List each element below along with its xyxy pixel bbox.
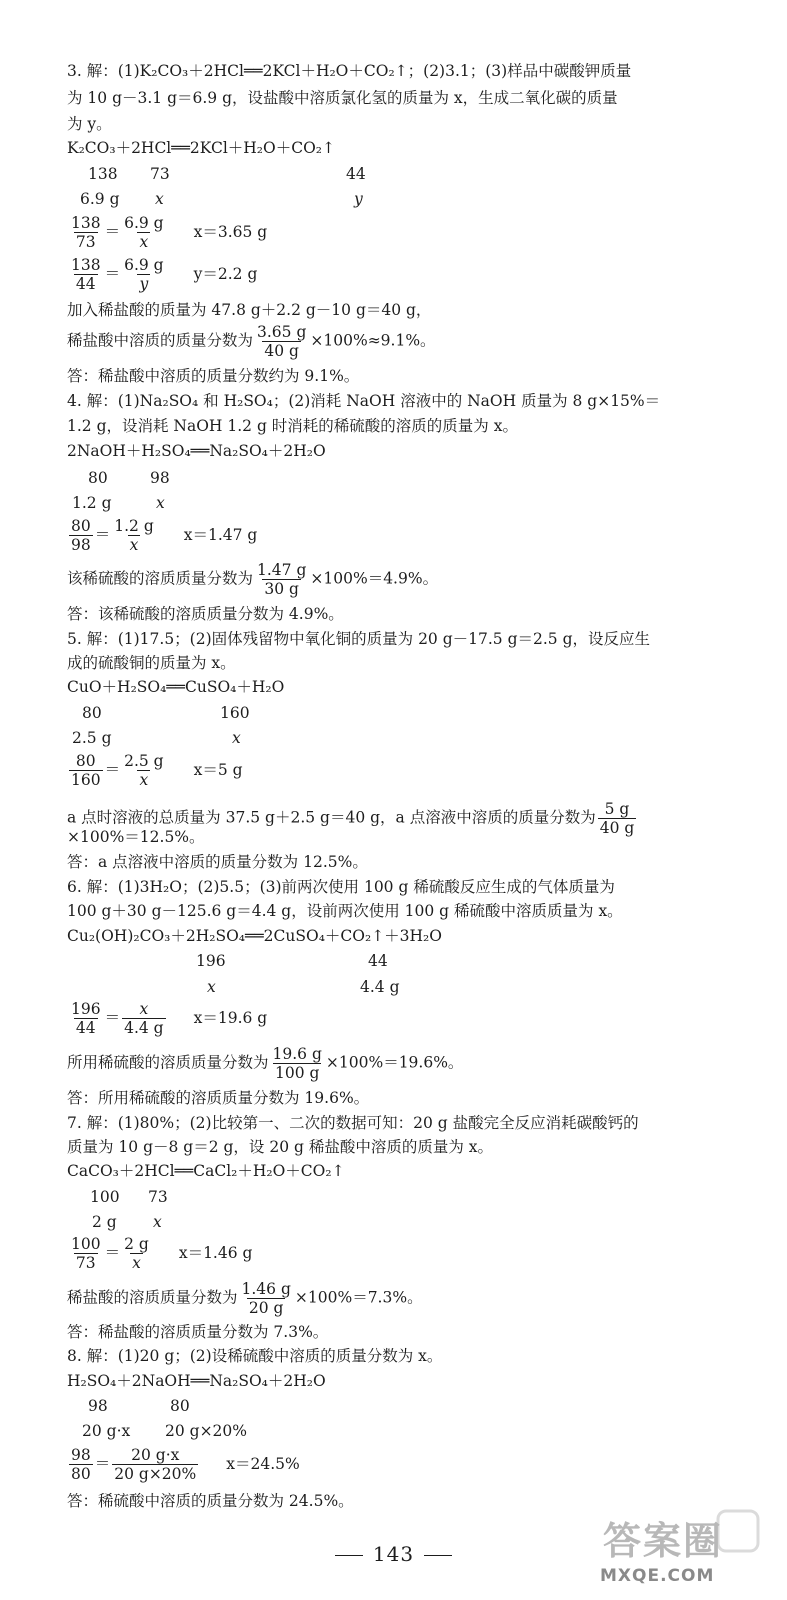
frac-den: 73 — [75, 1254, 96, 1272]
frac-den: 20 g×20% — [114, 1465, 197, 1483]
q3-line1: 3. 解：(1)K₂CO₃＋2HCl══2KCl＋H₂O＋CO₂↑；(2)3.1；(3)样品中碳酸钾质量 — [67, 62, 632, 80]
q5-line1: 5. 解：(1)17.5；(2)固体残留物中氧化铜的质量为 20 g－17.5 g＝2.5 g，设反应生 — [67, 630, 650, 648]
q4-val2: x — [156, 494, 165, 512]
watermark-text: 答案圈 — [603, 1519, 724, 1563]
q8-answer: 答：稀硫酸中溶质的质量分数为 24.5%。 — [67, 1492, 354, 1510]
frac-num: 100 — [71, 1235, 101, 1253]
q5-answer: 答：a 点溶液中溶质的质量分数为 12.5%。 — [67, 853, 368, 871]
frac-den: 98 — [71, 536, 91, 554]
q3-answer: 答：稀盐酸中溶质的质量分数约为 9.1%。 — [67, 367, 360, 385]
q8-val2: 20 g×20% — [165, 1422, 248, 1440]
frac-den: x — [139, 771, 149, 789]
q7-mass2: 73 — [148, 1188, 168, 1206]
result: x＝5 g — [193, 760, 243, 779]
q3-proportion1: $\frac{138}{73}$ ＝ $\frac{6.9 g}{x}$ x＝3.65 g — [71, 214, 268, 251]
q6-answer: 答：所用稀硫酸的溶质质量分数为 19.6%。 — [67, 1089, 370, 1107]
frac-num: 1.2 g — [114, 517, 154, 535]
frac-num: x — [139, 1000, 149, 1018]
q7-line1: 7. 解：(1)80%；(2)比较第一、二次的数据可知：20 g 盐酸完全反应消耗碳酸钙的 — [67, 1114, 639, 1132]
q5-fraction-tail: ×100%＝12.5%。 — [67, 828, 205, 846]
q3-mass3: 44 — [346, 165, 366, 183]
q6-fraction-line — [67, 1045, 463, 1082]
result: x＝19.6 g — [193, 1008, 268, 1027]
q4-line2: 1.2 g，设消耗 NaOH 1.2 g 时消耗的稀硫酸的溶质的质量为 x。 — [67, 417, 518, 435]
result: y＝2.2 g — [193, 264, 258, 283]
frac-num: 1.46 g — [241, 1280, 291, 1298]
q6-mass1: 196 — [196, 952, 226, 970]
q3-val2: x — [155, 190, 164, 208]
q4-mass2: 98 — [150, 469, 170, 487]
frac-den: 73 — [75, 233, 96, 251]
frac-num: 196 — [71, 1000, 101, 1018]
frac-den: 100 g — [274, 1064, 320, 1082]
frac-num: 138 — [71, 256, 101, 274]
q8-mass1: 98 — [88, 1397, 108, 1415]
frac-num: 3.65 g — [257, 323, 307, 341]
q3-proportion2: $\frac{138}{44}$ ＝ $\frac{6.9 g}{y}$ y＝2.2 g — [71, 256, 258, 293]
result: x＝1.47 g — [183, 525, 258, 544]
q7-proportion: $\frac{100}{73}$ ＝ $\frac{2 g}{x}$ x＝1.46 g — [71, 1235, 253, 1272]
q3-mass-line: 加入稀盐酸的质量为 47.8 g＋2.2 g－10 g＝40 g， — [67, 301, 432, 319]
q4-val1: 1.2 g — [72, 494, 112, 512]
q6-val1: x — [207, 978, 216, 996]
q3-line2: 为 10 g－3.1 g＝6.9 g，设盐酸中溶质氯化氢的质量为 x，生成二氧化碳的质量 — [67, 89, 618, 107]
frac-den: 44 — [75, 1019, 96, 1037]
q7-mass1: 100 — [90, 1188, 120, 1206]
frac-num: 80 — [71, 517, 91, 535]
text: 稀盐酸中溶质的质量分数为 — [67, 331, 254, 350]
watermark-url: MXQE.COM — [600, 1566, 715, 1586]
frac-num: 1.47 g — [257, 561, 307, 579]
q3-equation: K₂CO₃＋2HCl══2KCl＋H₂O＋CO₂↑ — [67, 139, 335, 157]
frac-den: 40 g — [264, 342, 299, 360]
frac-num: 19.6 g — [272, 1045, 322, 1063]
frac-den: 30 g — [264, 580, 299, 598]
result: x＝3.65 g — [193, 222, 268, 241]
frac-den: 4.4 g — [124, 1019, 164, 1037]
frac-den: x — [129, 536, 139, 554]
q5-line2: 成的硫酸铜的质量为 x。 — [67, 654, 236, 672]
q4-line1: 4. 解：(1)Na₂SO₄ 和 H₂SO₄；(2)消耗 NaOH 溶液中的 NaOH 质量为 8 g×15%＝ — [67, 392, 661, 410]
q5-mass1: 80 — [82, 704, 102, 722]
q8-proportion: $\frac{98}{80}$ ＝ $\frac{20 g\cdot x}{20 g\times 20\%}$ x＝24.5% — [71, 1446, 300, 1483]
q4-proportion: $\frac{80}{98}$ ＝ $\frac{1.2 g}{x}$ x＝1.47 g — [71, 517, 258, 554]
result: x＝1.46 g — [178, 1243, 253, 1262]
q7-answer: 答：稀盐酸的溶质质量分数为 7.3%。 — [67, 1323, 329, 1341]
frac-num: 2 g — [124, 1235, 149, 1253]
q5-mass2: 160 — [220, 704, 250, 722]
q3-line3: 为 y。 — [67, 115, 112, 133]
dash-right — [424, 1555, 452, 1556]
text: 该稀硫酸的溶质质量分数为 — [67, 569, 254, 588]
frac-num: 5 g — [604, 800, 630, 818]
text: 所用稀硫酸的溶质质量分数为 — [67, 1053, 269, 1072]
dash-left — [335, 1555, 363, 1556]
frac-num: 6.9 g — [124, 256, 164, 274]
q7-line2: 质量为 10 g－8 g＝2 g，设 20 g 稀盐酸中溶质的质量为 x。 — [67, 1138, 494, 1156]
q3-mass2: 73 — [150, 165, 170, 183]
q8-val1: 20 g·x — [82, 1422, 131, 1440]
text: ×100%＝7.3%。 — [294, 1288, 423, 1307]
q5-val1: 2.5 g — [72, 729, 112, 747]
q5-proportion: $\frac{80}{160}$ ＝ $\frac{2.5 g}{x}$ x＝5 g — [71, 752, 243, 789]
q7-equation: CaCO₃＋2HCl══CaCl₂＋H₂O＋CO₂↑ — [67, 1162, 345, 1180]
frac-den: 20 g — [248, 1299, 284, 1317]
q3-mass1: 138 — [88, 165, 118, 183]
q6-equation: Cu₂(OH)₂CO₃＋2H₂SO₄══2CuSO₄＋CO₂↑＋3H₂O — [67, 927, 442, 945]
q3-val1: 6.9 g — [80, 190, 120, 208]
q4-equation: 2NaOH＋H₂SO₄══Na₂SO₄＋2H₂O — [67, 442, 326, 460]
q6-line2: 100 g＋30 g－125.6 g＝4.4 g，设前两次使用 100 g 稀硫酸中溶质质量为 x。 — [67, 902, 623, 920]
text: ×100%≈9.1%。 — [310, 331, 436, 350]
result: x＝24.5% — [226, 1454, 300, 1473]
frac-num: 138 — [71, 214, 101, 232]
q5-equation: CuO＋H₂SO₄══CuSO₄＋H₂O — [67, 678, 285, 696]
frac-den: x — [139, 233, 149, 251]
frac-num: 80 — [75, 752, 96, 770]
frac-den: y — [139, 275, 149, 293]
q6-proportion: $\frac{196}{44}$ ＝ $\frac{x}{4.4 g}$ x＝19.6 g — [71, 1000, 268, 1037]
frac-num: 98 — [71, 1446, 91, 1464]
text: a 点时溶液的总质量为 37.5 g＋2.5 g＝40 g，a 点溶液中溶质的质量分数为 — [67, 808, 596, 827]
frac-den: 40 g — [599, 819, 635, 837]
frac-num: 6.9 g — [124, 214, 164, 232]
frac-den: 44 — [75, 275, 96, 293]
q4-mass1: 80 — [88, 469, 108, 487]
frac-den: x — [132, 1254, 141, 1272]
q3-fraction-line — [67, 323, 436, 360]
q6-mass2: 44 — [368, 952, 388, 970]
q3-val3: y — [354, 190, 363, 208]
q7-val1: 2 g — [92, 1213, 117, 1231]
q7-fraction-line — [67, 1280, 423, 1317]
q6-line1: 6. 解：(1)3H₂O；(2)5.5；(3)前两次使用 100 g 稀硫酸反应生成的气体质量为 — [67, 878, 615, 896]
q8-line1: 8. 解：(1)20 g；(2)设稀硫酸中溶质的质量分数为 x。 — [67, 1347, 443, 1365]
q4-answer: 答：该稀硫酸的溶质质量分数为 4.9%。 — [67, 605, 344, 623]
frac-num: 2.5 g — [124, 752, 164, 770]
frac-num: 20 g·x — [131, 1446, 180, 1464]
q7-val2: x — [153, 1213, 162, 1231]
frac-den: 160 — [71, 771, 101, 789]
q4-fraction-line — [67, 561, 438, 598]
text: ×100%＝4.9%。 — [310, 569, 439, 588]
q6-val2: 4.4 g — [360, 978, 400, 996]
text: 稀盐酸的溶质质量分数为 — [67, 1288, 238, 1307]
q8-mass2: 80 — [170, 1397, 190, 1415]
frac-den: 80 — [71, 1465, 91, 1483]
page-number-text: 143 — [372, 1542, 415, 1566]
text: ×100%＝19.6%。 — [325, 1053, 464, 1072]
q5-val2: x — [232, 729, 241, 747]
q8-equation: H₂SO₄＋2NaOH══Na₂SO₄＋2H₂O — [67, 1372, 326, 1390]
